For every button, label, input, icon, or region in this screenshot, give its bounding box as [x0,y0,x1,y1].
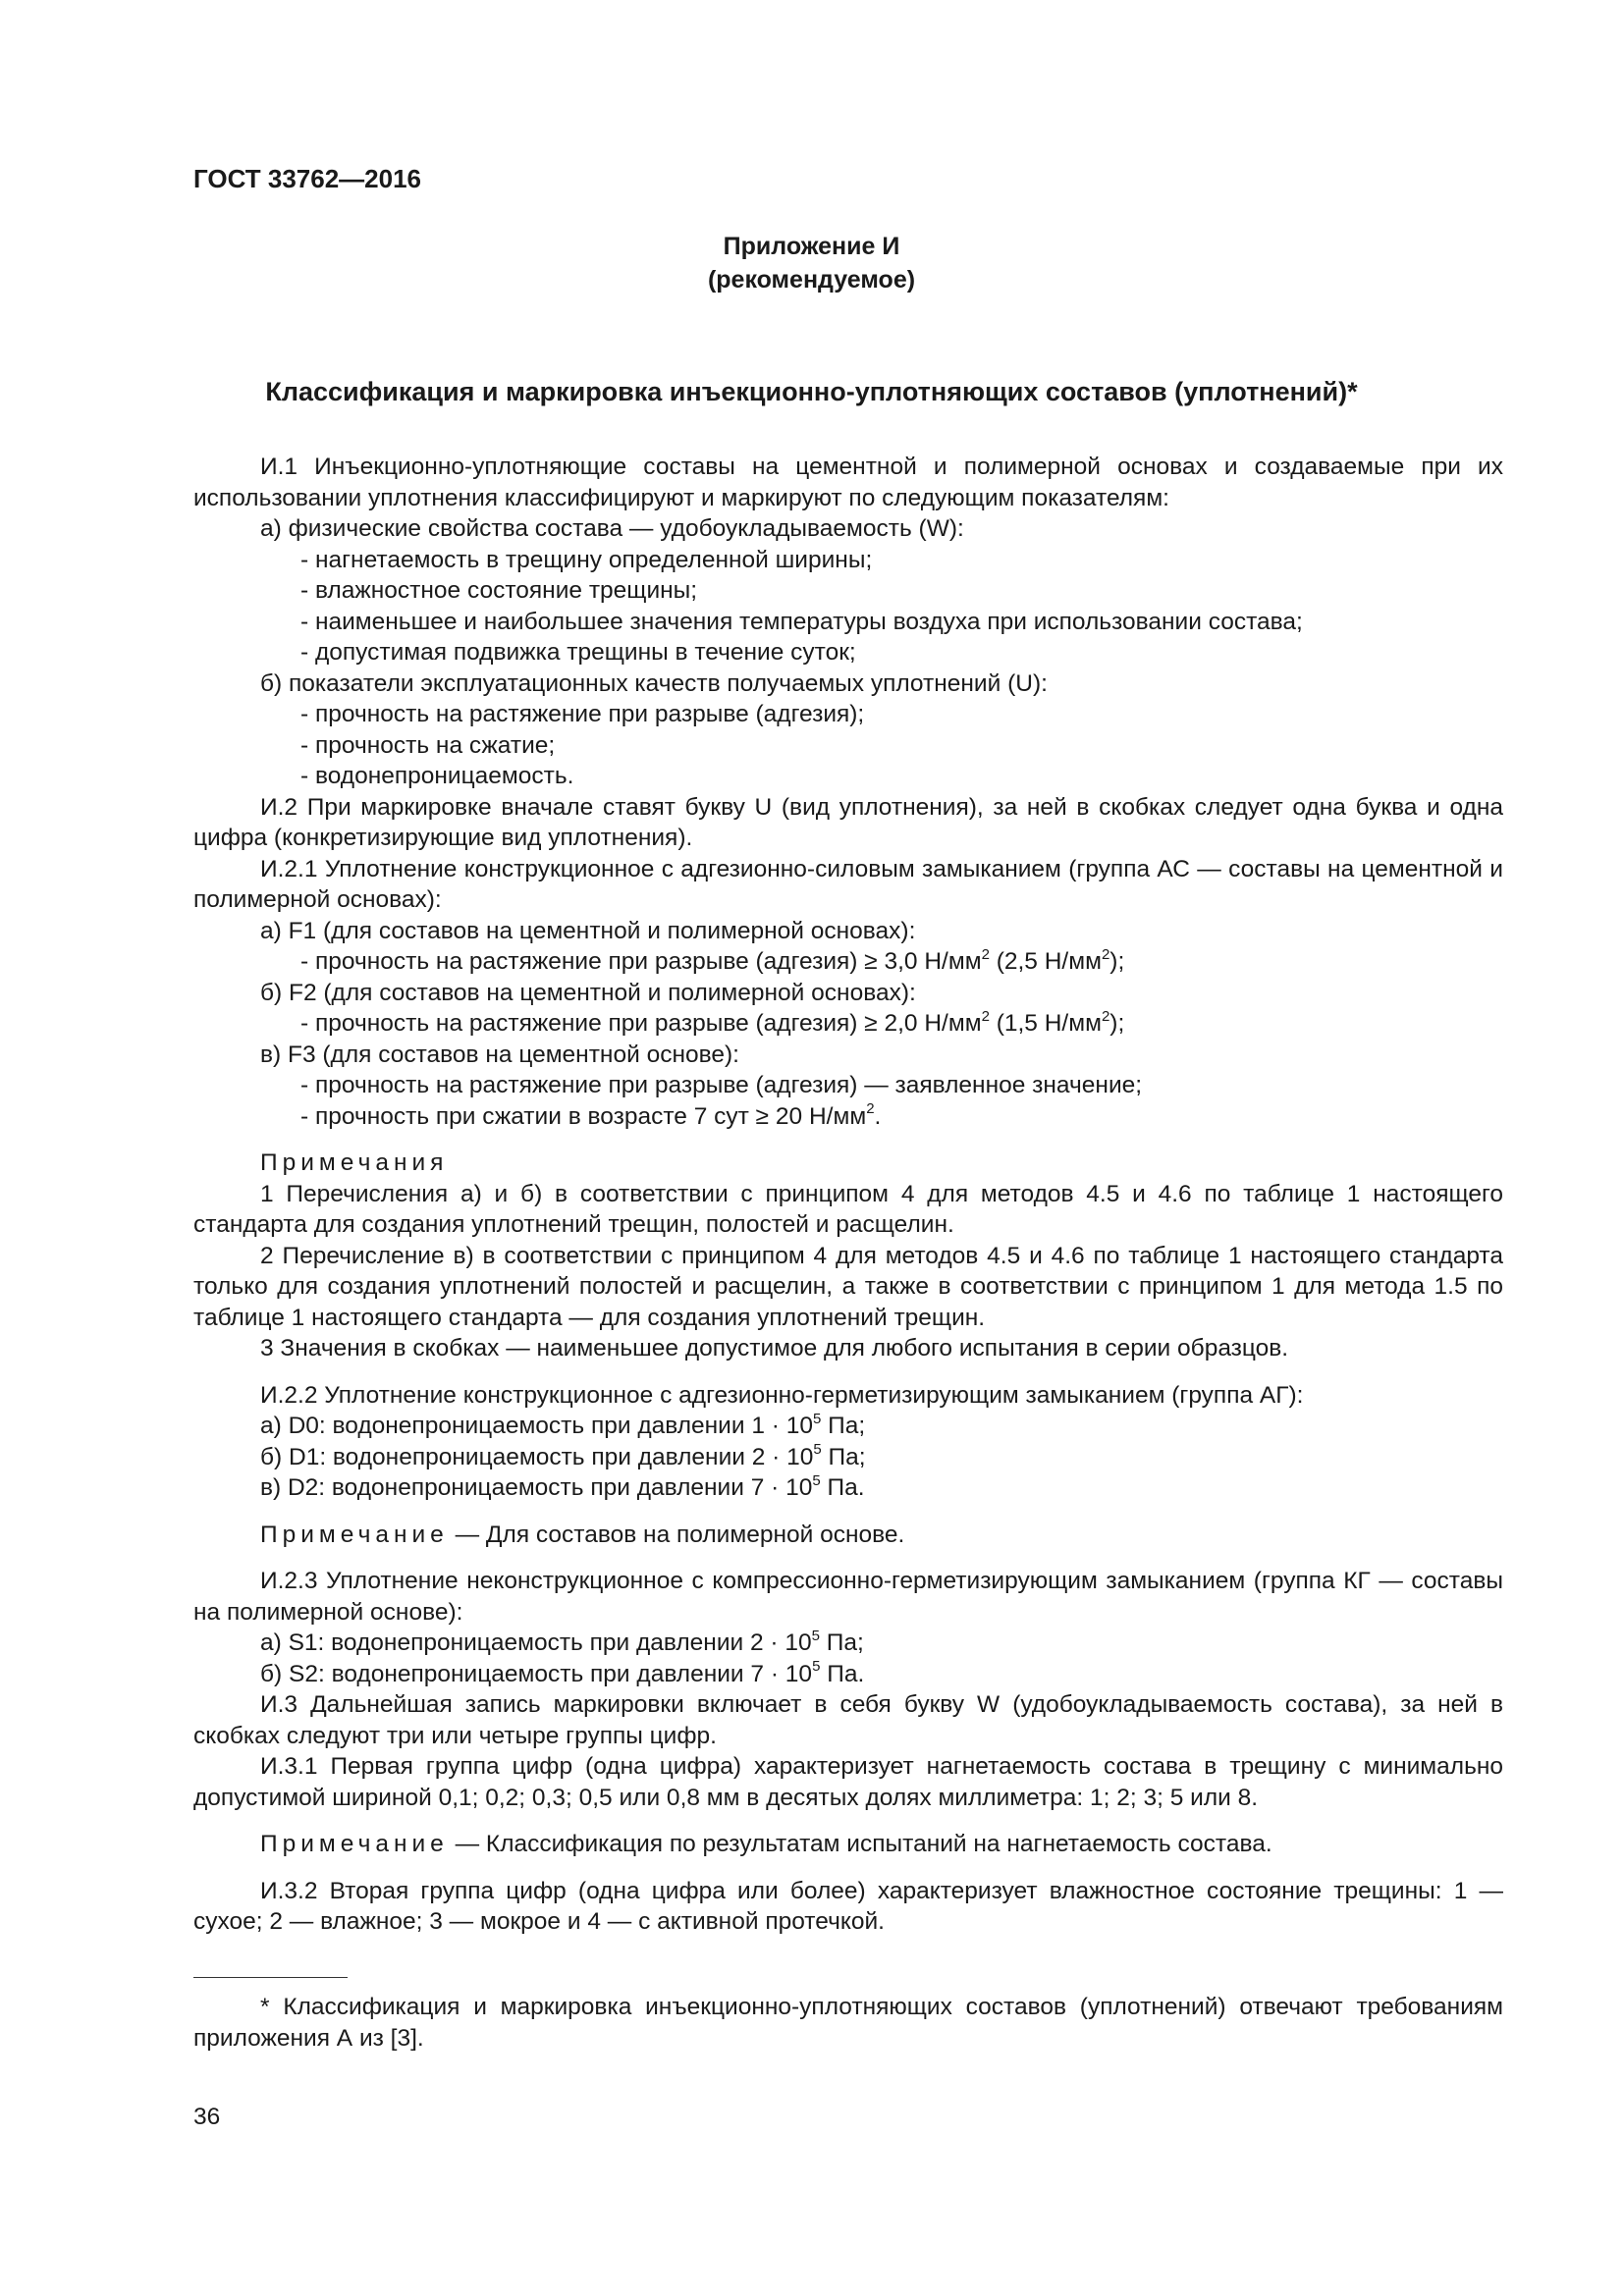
section-title: Классификация и маркировка инъекционно-уплотняющих составов (уплотнений)* [265,377,1358,406]
note-item: 1 Перечисления а) и б) в соответствии с принципом 4 для методов 4.5 и 4.6 по таблице 1 настоящего стандарта для создания уплотнений трещин, полостей и расщелин. [193,1180,1503,1238]
clause-i23: И.2.3 Уплотнение неконструкционное с компрессионно-герметизирующим замыканием (группа КГ — составы на полимерной основе): [193,1568,1503,1626]
appendix-heading [0,230,1623,296]
clause-i31: И.3.1 Первая группа цифр (одна цифра) характеризует нагнетаемость состава в трещину с минимально допустимой шириной 0,1; 0,2; 0,3; 0,5 или 0,8 мм в десятых долях миллиметра: 1; 2; 3; 5 или 8. [193,1753,1503,1811]
list-item: а) S1: водонепроницаемость при давлении $2 \cdot 10^5$ Па; [260,1627,864,1656]
list-item: б) показатели эксплуатационных качеств получаемых уплотнений (U): [260,669,1048,697]
clause-i3: И.3 Дальнейшая запись маркировки включает в себя букву W (удобоукладываемость состава), за ней в скобках следуют три или четыре группы цифр. [193,1691,1503,1749]
list-item: - прочность при сжатии в возрасте 7 сут ≥ 20 $Н/мм^2$. [300,1100,882,1130]
footnote: * Классификация и маркировка инъекционно-уплотняющих составов (уплотнений) отвечают требованиям приложения А из [3]. [193,1994,1503,2052]
clause-i32: И.3.2 Вторая группа цифр (одна цифра или более) характеризует влажностное состояние трещины: 1 — сухое; 2 — влажное; 3 — мокрое и 4 — с активной протечкой. [193,1877,1503,1935]
note-item: 2 Перечисление в) в соответствии с принципом 4 для методов 4.5 и 4.6 по таблице 1 настоящего стандарта только для создания уплотнений полостей и расщелин, а также в соответствии с принципом 1 для метода 1.5 по таблице 1 настоящего стандарта — для создания уплотнений трещин. [193,1242,1503,1331]
list-item: - прочность на сжатие; [300,731,556,759]
list-item: а) физические свойства состава — удобоукладываемость (W): [260,515,964,542]
footnote-divider [193,1977,348,1978]
list-item: - допустимая подвижка трещины в течение суток; [300,639,856,666]
clause-i22: И.2.2 Уплотнение конструкционное с адгезионно-герметизирующим замыканием (группа АГ): [260,1381,1304,1409]
clause-i1: И.1 Инъекционно-уплотняющие составы на цементной и полимерной основах и создаваемые при их использовании уплотнения классифицируют и маркируют по следующим показателям: [193,454,1503,511]
list-item: - влажностное состояние трещины; [300,577,698,604]
clause-i21: И.2.1 Уплотнение конструкционное с адгезионно-силовым замыканием (группа АС — составы на цементной и полимерной основах): [193,855,1503,913]
note-i22: Примечание — Для составов на полимерной основе. [260,1521,905,1548]
page-number: 36 [193,2104,221,2130]
appendix-title: Приложение И [723,233,900,260]
list-item: б) F2 (для составов на цементной и полимерной основах): [260,979,916,1006]
list-item: а) D0: водонепроницаемость при давлении $1 \cdot 10^5$ Па; [260,1410,866,1439]
list-item: в) F3 (для составов на цементной основе): [260,1041,739,1068]
list-item: - нагнетаемость в трещину определенной ширины; [300,546,873,573]
appendix-status: (рекомендуемое) [707,266,916,294]
list-item: в) D2: водонепроницаемость при давлении $7 \cdot 10^5$ Па. [260,1471,865,1501]
list-item: - водонепроницаемость. [300,763,574,789]
list-item: - прочность на растяжение при разрыве (адгезия); [300,701,865,727]
list-item: - прочность на растяжение при разрыве (адгезия) ≥ 2,0 $Н/мм^2$ (1,5 $Н/мм^2$); [300,1007,1125,1037]
document-body [193,452,1503,1938]
list-item: б) D1: водонепроницаемость при давлении $2 \cdot 10^5$ Па; [260,1441,866,1470]
clause-i2: И.2 При маркировке вначале ставят букву U (вид уплотнения), за ней в скобках следует одна буква и одна цифра (конкретизирующие вид уплотнения). [193,793,1503,851]
list-item: б) S2: водонепроницаемость при давлении $7 \cdot 10^5$ Па. [260,1658,865,1687]
notes-heading: Примечания [260,1149,449,1176]
standard-header: ГОСТ 33762—2016 [193,164,421,193]
note-item: 3 Значения в скобках — наименьшее допустимое для любого испытания в серии образцов. [260,1335,1289,1362]
list-item: - наименьшее и наибольшее значения температуры воздуха при использовании состава; [300,608,1303,635]
list-item: - прочность на растяжение при разрыве (адгезия) — заявленное значение; [300,1072,1143,1098]
list-item: а) F1 (для составов на цементной и полимерной основах): [260,917,916,944]
list-item: - прочность на растяжение при разрыве (адгезия) ≥ 3,0 $Н/мм^2$ (2,5 $Н/мм^2$); [300,945,1125,975]
note-i31: Примечание — Классификация по результатам испытаний на нагнетаемость состава. [260,1831,1272,1857]
